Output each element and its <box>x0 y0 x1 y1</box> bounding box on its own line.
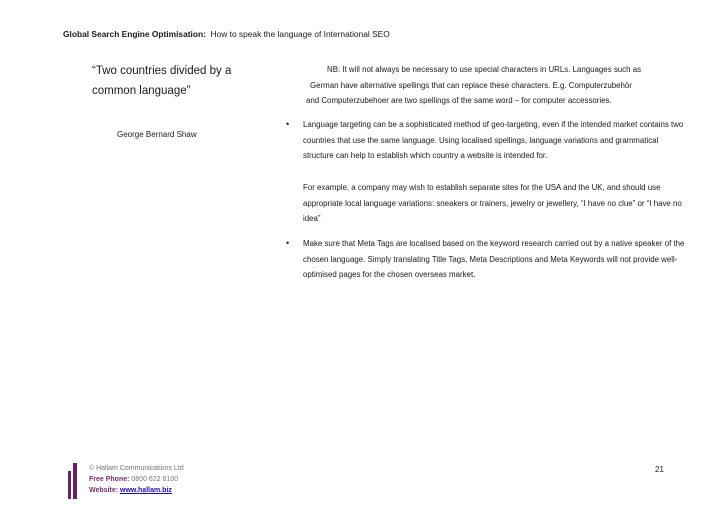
hallam-logo-icon <box>68 463 80 499</box>
example-paragraph: For example, a company may wish to establish separate sites for the USA and the UK, and should use appropriate local language variations: sneakers or trainers, jewelry or jewellery, “I have no clue” or “I have no idea” <box>303 183 682 224</box>
header-subtitle: How to speak the language of International SEO <box>210 29 390 39</box>
bullet-paragraph-2: Make sure that Meta Tags are localised based on the keyword research carried out by a native speaker of the chosen language. Simply translating Title Tags, Meta Descriptions and Meta Keywords will not provide well-optimised pages for the chosen overseas market. <box>303 239 685 280</box>
phone-label: Free Phone: <box>89 476 130 483</box>
phone-value: 0800 622 6100 <box>131 476 179 483</box>
header-title: Global Search Engine Optimisation <box>63 29 204 39</box>
website-link[interactable]: www.hallam.biz <box>120 487 172 494</box>
logo-bar-right <box>73 463 77 499</box>
bullet-marker: • <box>286 119 290 129</box>
page-number: 21 <box>655 465 664 474</box>
pull-quote: “Two countries divided by a common language” <box>92 65 232 97</box>
footer-contact <box>89 463 184 496</box>
logo-bar-left <box>68 471 71 499</box>
website-label: Website: <box>89 487 119 494</box>
bullet-marker: • <box>286 238 290 248</box>
nb-line-2: German have alternative spellings that can replace these characters. E.g. Computerzubehör <box>310 81 632 90</box>
quote-author: George Bernard Shaw <box>117 130 197 139</box>
bullet-paragraph-1: Language targeting can be a sophisticated method of geo-targeting, even if the intended market contains two countries that use the same language. Using localised spellings, language variations and grammatical structure can help to establish which country a website is intended for. <box>303 120 684 161</box>
footer-website <box>89 485 184 496</box>
nb-line-3: and Computerzubehoer are two spellings of the same word – for computer accessories. <box>306 96 612 105</box>
footer-phone <box>89 474 184 485</box>
header-separator: : <box>203 29 206 39</box>
nb-line-1: NB: It will not always be necessary to use special characters in URLs. Languages such as <box>327 65 642 74</box>
footer-copyright: © Hallam Communications Ltd <box>89 465 184 472</box>
page-header <box>63 29 390 39</box>
